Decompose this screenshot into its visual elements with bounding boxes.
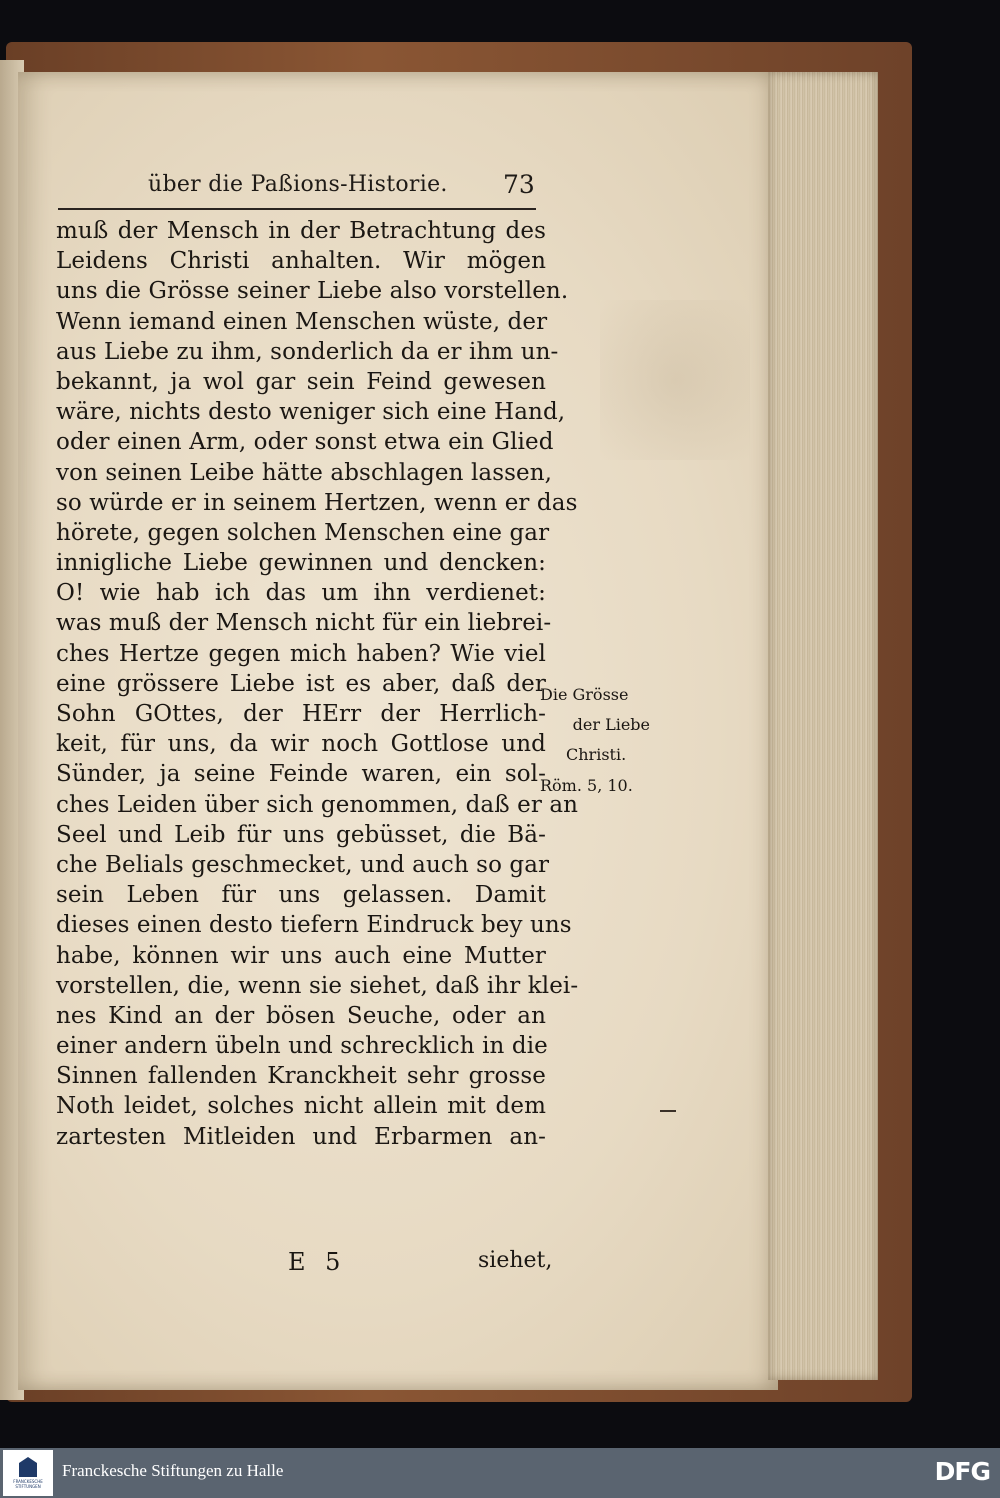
body-text [56,216,579,1152]
text-line: bekannt, ja wol gar sein Feind gewesen [56,368,546,395]
institution-logo[interactable] [3,1450,53,1496]
text-line: Sinnen fallenden Kranckheit sehr grosse [56,1063,546,1090]
text-line: so würde er in seinem Hertzen, wenn er das [56,489,578,516]
text-line: ches Hertze gegen mich haben? Wie viel [56,640,546,667]
text-line: hörete, gegen solchen Menschen eine gar [56,519,550,546]
text-line: sein Leben für uns gelassen. Damit [56,882,546,909]
text-line: wäre, nichts desto weniger sich eine Hand, [56,399,566,426]
text-line: eine grössere Liebe ist es aber, daß der [56,670,546,697]
text-line: Seel und Leib für uns gebüsset, die Bä- [56,821,546,848]
text-line: Sünder, ja seine Feinde waren, ein sol- [56,761,546,788]
catchword: siehet, [478,1248,553,1273]
paper-stain [600,300,750,460]
header-rule [58,208,536,210]
running-head: über die Paßions-Historie. [148,172,448,197]
text-line: Noth leidet, solches nicht allein mit dem [56,1093,546,1120]
footer-bar [0,1448,1000,1498]
logo-text: FRANCKESCHE STIFTUNGEN [13,1479,43,1489]
text-line: muß der Mensch in der Betrachtung des [56,218,546,244]
text-line: was muß der Mensch nicht für ein liebrei- [56,610,552,637]
text-line: ches Leiden über sich genommen, daß er an [56,791,579,818]
text-line: che Belials geschmecket, und auch so gar [56,851,550,878]
marginal-note: Christi. [566,745,627,765]
page-edges [768,72,878,1380]
marginal-note: Die Grösse [540,685,629,704]
text-line: uns die Grösse seiner Liebe also vorstellen. [56,278,569,305]
marginal-note: der Liebe [572,715,650,735]
marginal-note: Röm. 5, 10. [540,775,633,795]
text-line: einer andern übeln und schrecklich in die [56,1033,548,1060]
text-line: innigliche Liebe gewinnen und dencken: [56,550,546,577]
dfg-logo[interactable]: DFG [934,1457,990,1486]
text-line: O! wie hab ich das um ihn verdienet: [56,580,546,607]
marginal-notes [540,680,680,801]
text-line: vorstellen, die, wenn sie siehet, daß ihr klei- [56,972,579,999]
text-line: aus Liebe zu ihm, sonderlich da er ihm un- [56,338,559,365]
logo-icon [19,1457,37,1477]
signature-mark: E 5 [288,1248,347,1276]
text-line: von seinen Leibe hätte abschlagen lassen, [56,459,553,486]
text-line: zartesten Mitleiden und Erbarmen an- [56,1123,546,1150]
page-number: 73 [503,170,535,199]
margin-mark [660,1110,676,1112]
institution-name: Franckesche Stiftungen zu Halle [62,1461,284,1480]
text-line: Sohn GOttes, der HErr der Herrlich- [56,701,546,727]
text-line: Wenn iemand einen Menschen wüste, der [56,308,548,335]
text-line: dieses einen desto tiefern Eindruck bey uns [56,912,572,939]
text-line: oder einen Arm, oder sonst etwa ein Glied [56,429,554,456]
text-line: habe, können wir uns auch eine Mutter [56,942,546,969]
text-line: Leidens Christi anhalten. Wir mögen [56,248,546,275]
text-line: nes Kind an der bösen Seuche, oder an [56,1002,546,1029]
text-line: keit, für uns, da wir noch Gottlose und [56,731,546,758]
